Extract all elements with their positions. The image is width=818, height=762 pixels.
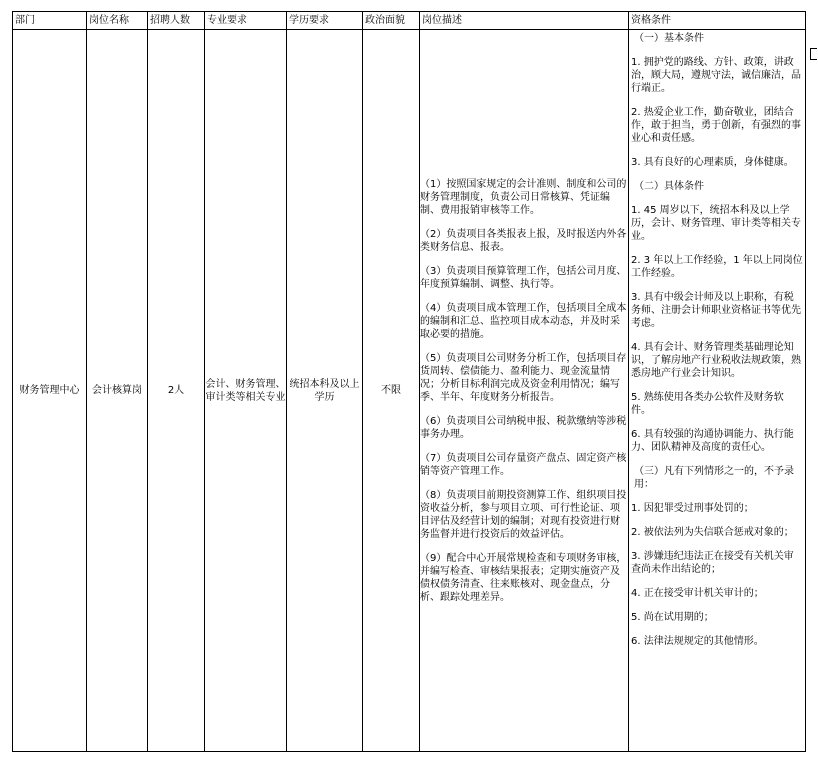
cell-requirements[interactable]: [629, 30, 806, 752]
description-item: （8）负责项目前期投资测算工作、组织项目投资收益分析，参与项目立项、可行性论证、项目评估及经营计划的编制；对现有投资进行财务监督并进行投资后的效益评估。: [420, 489, 627, 540]
description-item: （7）负责项目公司存量资产盘点、固定资产核销等资产管理工作。: [420, 452, 627, 477]
basic-conditions-title: （一）基本条件: [634, 33, 704, 44]
cell-education[interactable]: 统招本科及以上学历: [287, 30, 363, 752]
description-item: （6）负责项目公司纳税申报、税款缴纳等涉税事务办理。: [420, 415, 627, 440]
header-position[interactable]: 岗位名称: [87, 12, 148, 30]
header-row: [13, 12, 806, 30]
header-requirements[interactable]: 资格条件: [629, 12, 806, 30]
requirement-item: 2. 3 年以上工作经验，1 年以上同岗位工作经验。: [631, 255, 803, 279]
header-description[interactable]: 岗位描述: [420, 12, 629, 30]
cell-position[interactable]: 会计核算岗: [87, 30, 148, 752]
exclusion-item: 6. 法律法规规定的其他情形。: [631, 636, 764, 647]
description-item: （1）按照国家规定的会计准则、制度和公司的财务管理制度，负责公司日常核算、凭证编制、费用报销审核等工作。: [420, 178, 627, 216]
recruitment-table: [12, 11, 806, 752]
exclusion-item: 4. 正在接受审计机关审计的；: [631, 588, 764, 599]
header-major[interactable]: 专业要求: [205, 12, 287, 30]
header-political[interactable]: 政治面貌: [363, 12, 420, 30]
requirement-item: 3. 具有中级会计师及以上职称，有税务师、注册会计师职业资格证书等优先考虑。: [631, 292, 801, 329]
exclusion-title: （三）凡有下列情形之一的，不予录用：: [634, 466, 794, 490]
specific-conditions-title: （二）具体条件: [634, 181, 704, 192]
header-education[interactable]: 学历要求: [287, 12, 363, 30]
cell-department[interactable]: 财务管理中心: [13, 30, 87, 752]
description-item: （4）负责项目成本管理工作，包括项目全成本的编制和汇总、监控项目成本动态，并及时采取必要的措施。: [420, 302, 627, 340]
header-count[interactable]: 招聘人数: [148, 12, 205, 30]
exclusion-item: 2. 被依法列为失信联合惩戒对象的；: [631, 527, 794, 538]
exclusion-item: 3. 涉嫌违纪违法正在接受有关机关审查尚未作出结论的；: [631, 551, 794, 575]
description-item: （9）配合中心开展常规检查和专项财务审核，并编写检查、审核结果报表；定期实施资产及债权债务清查、往来账核对、现金盘点，分析、跟踪处理差异。: [420, 552, 627, 603]
description-item: （2）负责项目各类报表上报，及时报送内外各类财务信息、报表。: [420, 228, 627, 253]
exclusion-item: 1. 因犯罪受过刑事处罚的；: [631, 503, 754, 514]
requirement-item: 5. 熟练使用各类办公软件及财务软件。: [631, 392, 784, 416]
cell-description[interactable]: [420, 30, 629, 752]
table-row: [13, 30, 806, 752]
description-item: （3）负责项目预算管理工作，包括公司月度、年度预算编制、调整、执行等。: [420, 265, 627, 290]
paste-options-icon[interactable]: [810, 48, 817, 60]
header-department[interactable]: 部门: [13, 12, 87, 30]
description-item: （5）负责项目公司财务分析工作，包括项目存货周转、偿债能力、盈利能力、现金流量情况；分析目标利润完成及资金利用情况；编写季、半年、年度财务分析报告。: [420, 352, 627, 403]
requirement-item: 6. 具有较强的沟通协调能力、执行能力、团队精神及高度的责任心。: [631, 429, 794, 453]
requirement-item: 2. 热爱企业工作，勤奋敬业，团结合作，敢于担当，勇于创新，有强烈的事业心和责任感。: [631, 107, 801, 144]
exclusion-item: 5. 尚在试用期的；: [631, 612, 714, 623]
cell-political[interactable]: 不限: [363, 30, 420, 752]
requirement-item: 1. 45 周岁以下，统招本科及以上学历，会计、财务管理、审计类等相关专业。: [631, 205, 801, 242]
cell-count[interactable]: 2人: [148, 30, 205, 752]
requirement-item: 1. 拥护党的路线、方针、政策，讲政治，顾大局，遵规守法，诚信廉洁，品行端正。: [631, 57, 801, 94]
requirement-item: 4. 具有会计、财务管理类基础理论知识，了解房地产行业税收法规政策，熟悉房地产行业会计知识。: [631, 342, 801, 379]
requirement-item: 3. 具有良好的心理素质，身体健康。: [631, 157, 794, 168]
cell-major[interactable]: 会计、财务管理、审计类等相关专业: [205, 30, 287, 752]
